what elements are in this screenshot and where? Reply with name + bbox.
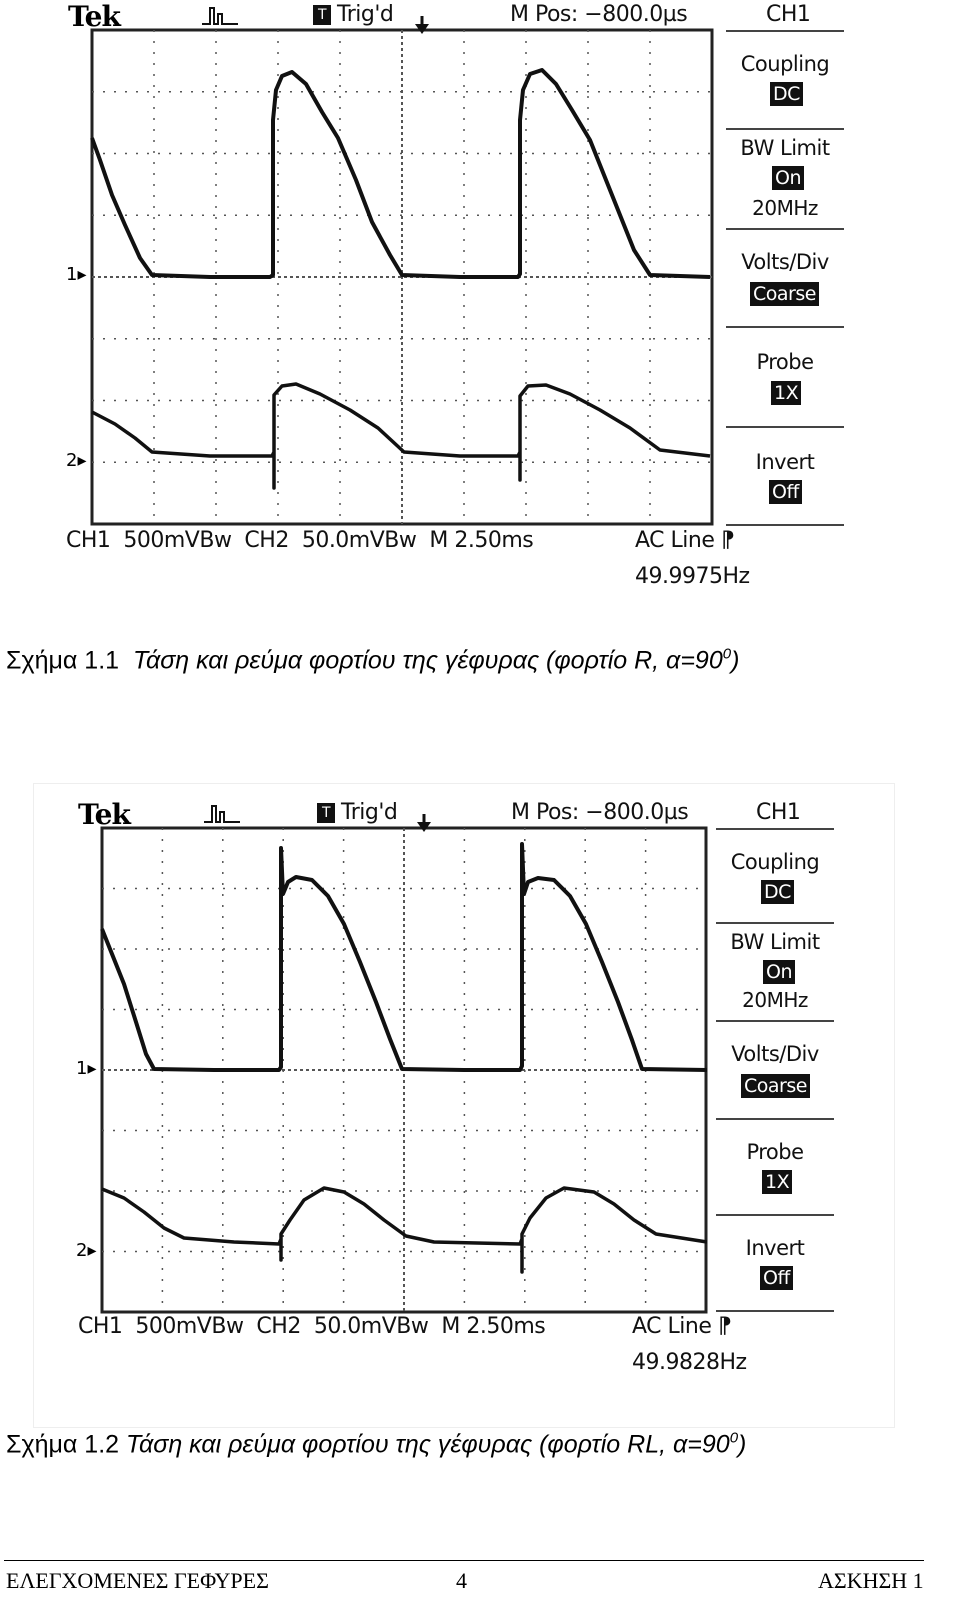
scope-1-ch2-trace <box>92 384 710 488</box>
footer-title: ΕΛΕΓΧΟΜΕΝΕΣ ΓΕΦΥΡΕΣ <box>6 1568 269 1593</box>
figure-caption-2 <box>6 1430 746 1459</box>
scope-1-invert-value: Off <box>769 480 802 504</box>
scope-1-trigger-status <box>313 2 393 27</box>
scope-2-volts-value: Coarse <box>741 1074 810 1098</box>
scope-2-brand: Tek <box>78 798 130 831</box>
scope-1-bw-label: BW Limit <box>740 136 830 160</box>
figure-text-1: Τάση και ρεύμα φορτίου της γέφυρας (φορτίο R, α=90 <box>132 646 723 675</box>
scope-2-coupling-label: Coupling <box>730 850 820 874</box>
footer-rule <box>4 1560 924 1561</box>
scope-2-menu-divider <box>716 1020 834 1022</box>
scope-1-menu-divider <box>726 326 844 328</box>
scope-1-probe-label: Probe <box>756 350 814 374</box>
scope-2-menu-divider <box>716 922 834 924</box>
scope-2-frequency: 49.9828Hz <box>632 1350 747 1375</box>
scope-2-menu-divider <box>716 828 834 830</box>
scope-2-invert-label: Invert <box>745 1236 805 1260</box>
scope-2-scale-readout: CH1 500mVBw CH2 50.0mVBw M 2.50ms <box>78 1314 546 1339</box>
scope-1-menu-divider <box>726 524 844 526</box>
scope-1-frequency: 49.9975Hz <box>635 564 750 589</box>
figure-label-1: Σχήμα 1.1 <box>6 646 120 675</box>
scope-1-menu-divider <box>726 30 844 32</box>
scope-2-bw-label: BW Limit <box>730 930 820 954</box>
page-number: 4 <box>456 1568 467 1593</box>
figure-text-2: Τάση και ρεύμα φορτίου της γέφυρας (φορτίο RL, α=90 <box>126 1430 730 1459</box>
scope-2-menu-divider <box>716 1214 834 1216</box>
figure-tail-2: ) <box>738 1430 747 1459</box>
scope-2-acquire-icon <box>202 802 242 826</box>
scope-2-trigger-status <box>317 800 397 825</box>
scope-2-ch2-marker: 2▸ <box>76 1240 97 1261</box>
scope-2-m-pos: M Pos: −800.0µs <box>511 800 689 825</box>
scope-1-trigger-icon: T <box>313 5 331 25</box>
footer-exercise: ΑΣΚΗΣΗ 1 <box>818 1568 924 1593</box>
scope-1-coupling-value: DC <box>770 82 803 106</box>
scope-1-menu-divider <box>726 128 844 130</box>
scope-2-menu-divider <box>716 1310 834 1312</box>
scope-2-invert-value: Off <box>760 1266 793 1290</box>
scope-1-bw-freq: 20MHz <box>752 196 818 220</box>
scope-2-volts-label: Volts/Div <box>731 1042 819 1066</box>
scope-1-menu-divider <box>726 228 844 230</box>
figure-sup-2: 0 <box>729 1430 739 1447</box>
scope-1-probe-value: 1X <box>771 381 801 405</box>
scope-2-bw-freq: 20MHz <box>742 988 808 1012</box>
scope-1-acquire-icon <box>200 4 240 28</box>
scope-1-trigger-state: Trig'd <box>337 2 394 27</box>
scope-1-m-pos: M Pos: −800.0µs <box>510 2 688 27</box>
figure-label-2: Σχήμα 1.2 <box>6 1430 120 1459</box>
scope-1-ch1-trace <box>92 70 710 277</box>
scope-2-trigger-state: Trig'd <box>341 800 398 825</box>
scope-1-bw-value: On <box>772 166 804 190</box>
scope-2-trigger-icon: T <box>317 803 335 823</box>
scope-1-trigger-source: AC Line ⁋ <box>635 528 735 553</box>
oscilloscope-screenshot-2 <box>33 783 895 1428</box>
scope-2-bw-value: On <box>763 960 795 984</box>
scope-2-menu-channel: CH1 <box>756 800 801 825</box>
scope-1-menu-channel: CH1 <box>766 2 811 27</box>
scope-1-invert-label: Invert <box>755 450 815 474</box>
figure-tail-1: ) <box>731 646 740 675</box>
scope-1-volts-value: Coarse <box>750 282 819 306</box>
scope-2-probe-value: 1X <box>762 1170 792 1194</box>
scope-1-ch1-marker: 1▸ <box>66 264 87 285</box>
scope-1-scale-readout: CH1 500mVBw CH2 50.0mVBw M 2.50ms <box>66 528 534 553</box>
scope-1-volts-label: Volts/Div <box>741 250 829 274</box>
scope-2-coupling-value: DC <box>761 880 794 904</box>
scope-1-coupling-label: Coupling <box>740 52 830 76</box>
scope-2-ch1-marker: 1▸ <box>76 1058 97 1079</box>
oscilloscope-screenshot-1 <box>60 0 860 600</box>
figure-sup-1: 0 <box>722 646 732 663</box>
scope-1-brand: Tek <box>68 0 120 33</box>
scope-2-trigger-source: AC Line ⁋ <box>632 1314 732 1339</box>
scope-1-menu-divider <box>726 426 844 428</box>
figure-caption-1 <box>6 646 739 675</box>
scope-1-ch2-marker: 2▸ <box>66 450 87 471</box>
scope-1-graticule <box>60 0 860 600</box>
scope-2-probe-label: Probe <box>746 1140 804 1164</box>
scope-2-menu-divider <box>716 1118 834 1120</box>
